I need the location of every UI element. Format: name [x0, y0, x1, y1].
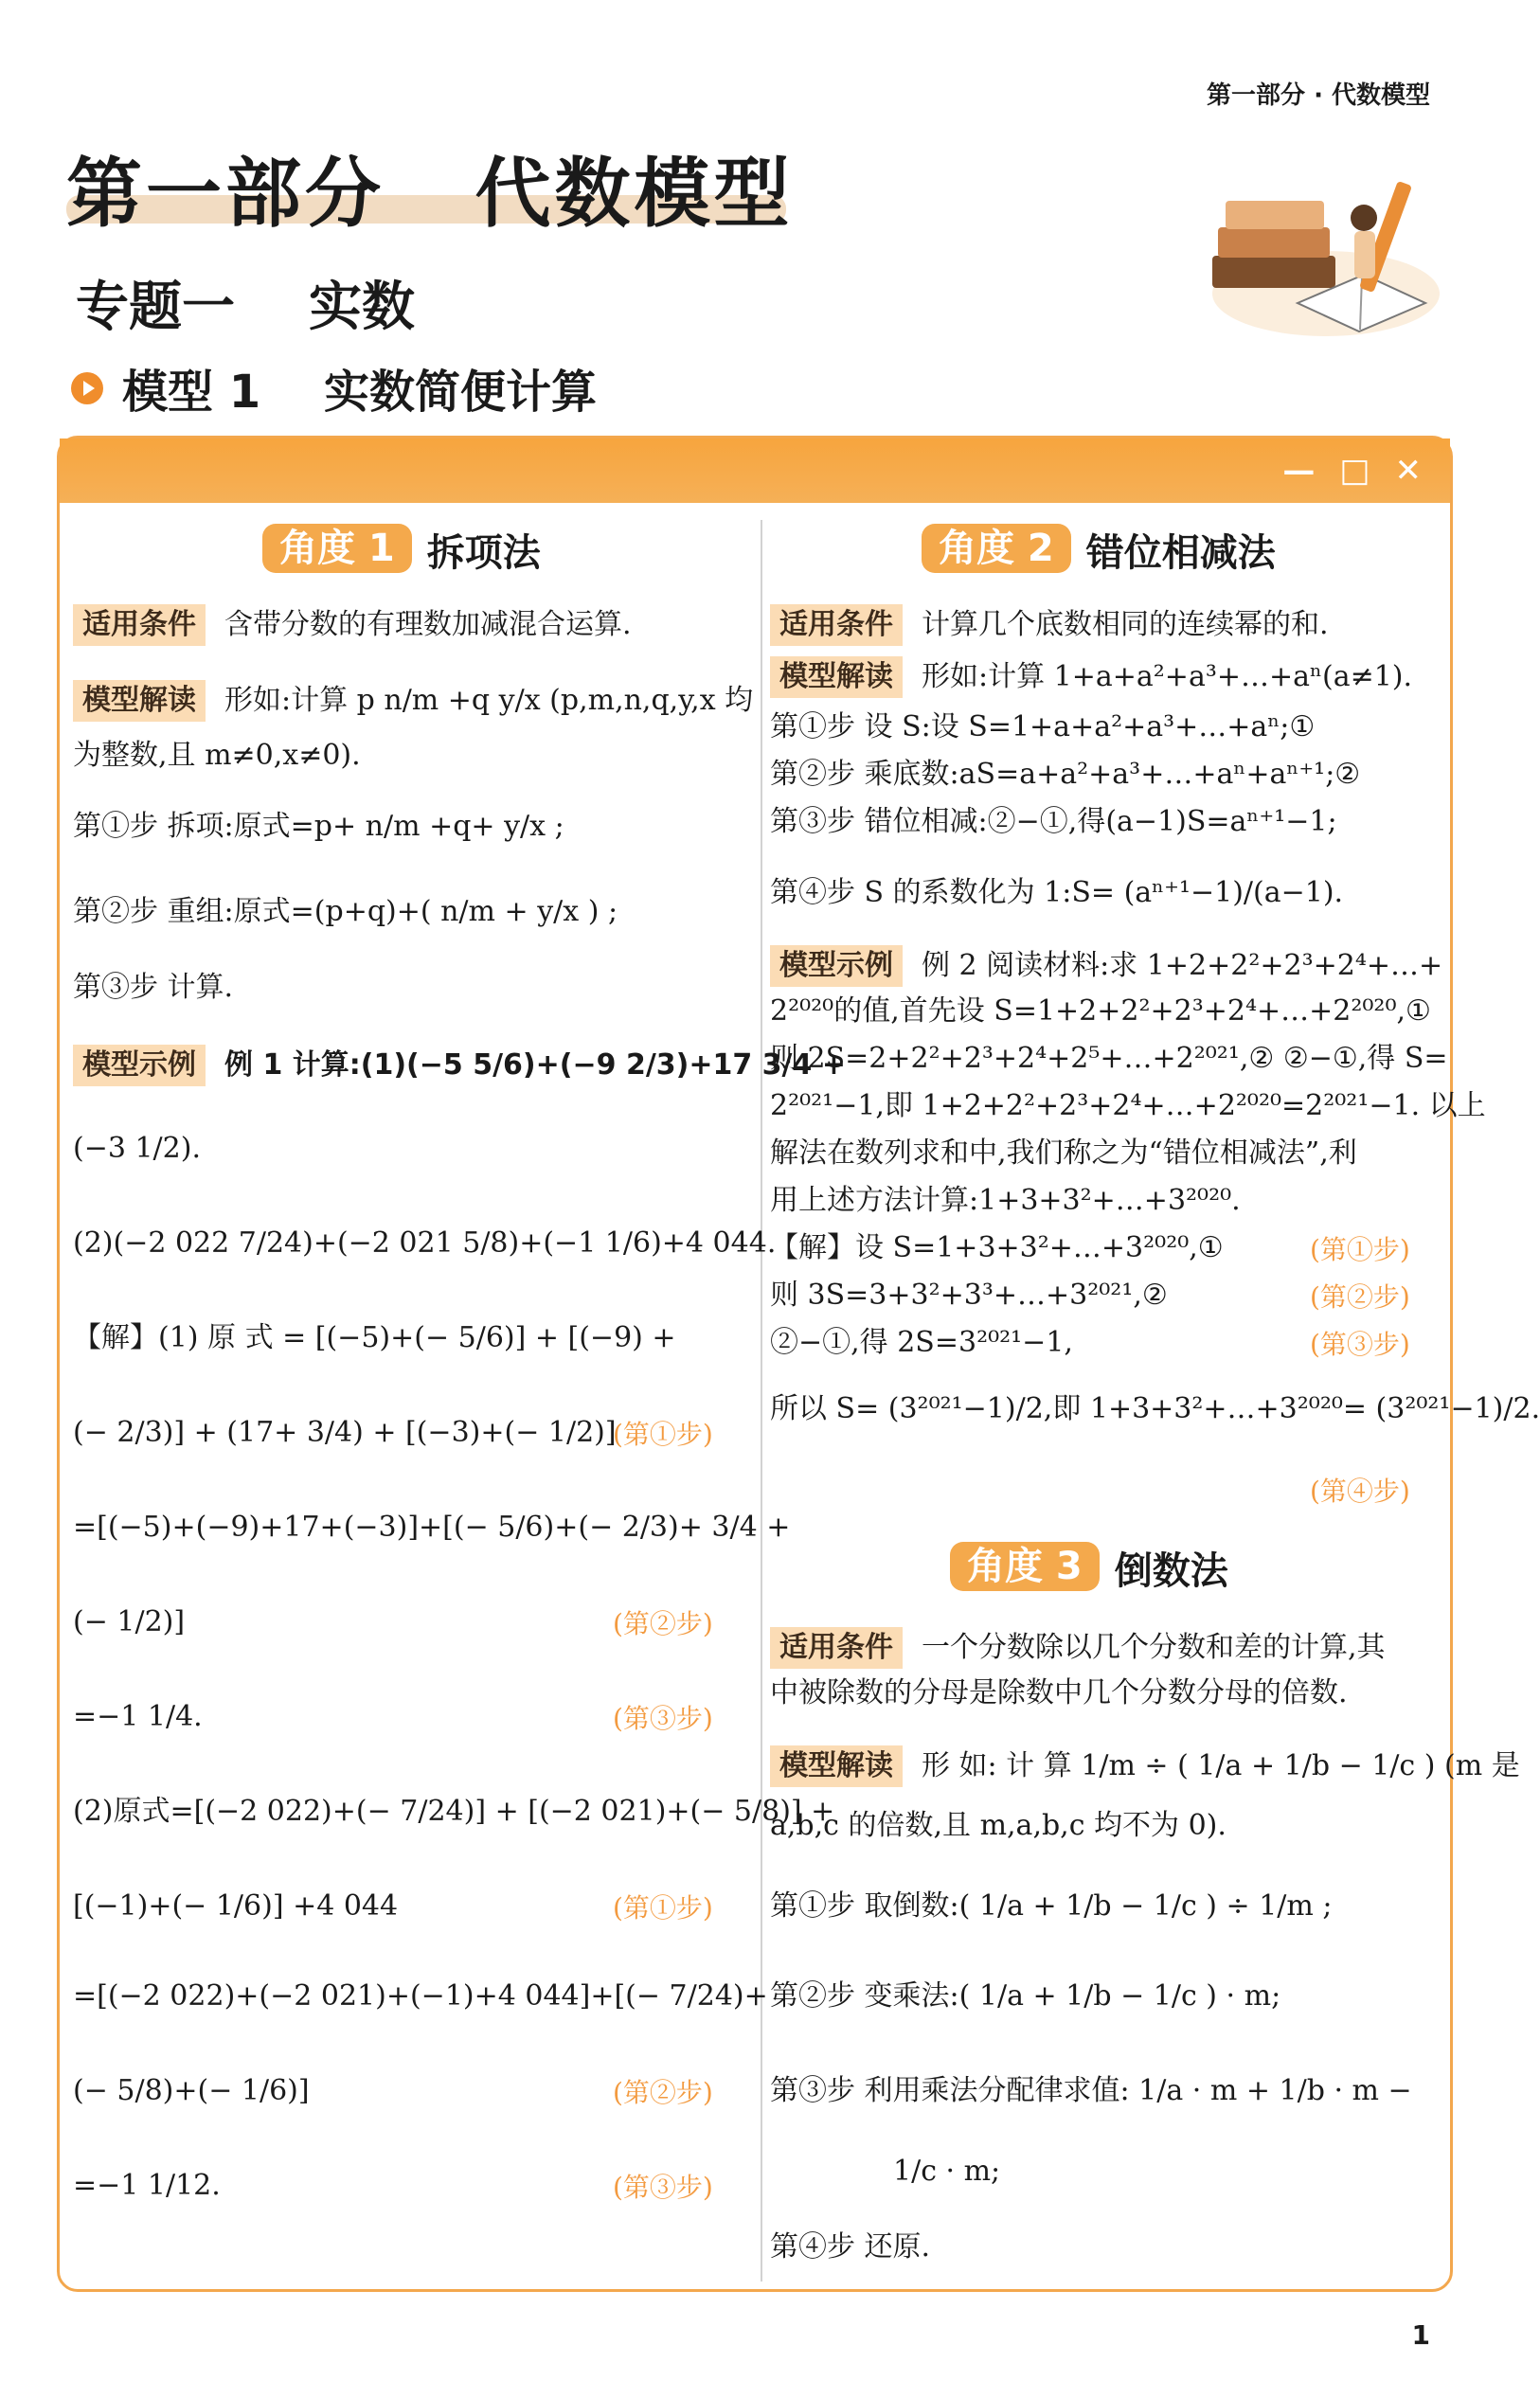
line-text: 例 2 阅读材料:求 1+2+2²+2³+2⁴+…+: [922, 949, 1443, 982]
text-line: [770, 945, 1442, 987]
angle-name: 错位相减法: [1085, 531, 1276, 575]
line-text: 形如:计算 p n/m +q y/x (p,m,n,q,y,x 均: [224, 684, 754, 717]
column-divider: [761, 520, 762, 2282]
play-arrow-icon: [71, 372, 103, 404]
text-line: 2²⁰²¹−1,即 1+2+2²+2³+2⁴+…+2²⁰²⁰=2²⁰²¹−1. 以上: [770, 1089, 1486, 1122]
text-line: =−1 1/12.: [73, 2169, 221, 2202]
step-note: (第②步): [613, 1608, 713, 1639]
section-tag: 模型示例: [73, 1045, 206, 1086]
text-line: [770, 656, 1412, 698]
line-text: 计算几个底数相同的连续幂的和.: [922, 608, 1329, 641]
section-tag: 适用条件: [73, 604, 206, 646]
angle-badge: 角度 1: [262, 524, 412, 573]
window-titlebar: [60, 438, 1450, 503]
text-line: 为整数,且 m≠0,x≠0).: [73, 739, 361, 772]
angle-3-heading: [950, 1542, 1228, 1591]
text-line: 【解】设 S=1+3+3²+…+3²⁰²⁰,①: [770, 1231, 1224, 1264]
text-line: 则 2S=2+2²+2³+2⁴+2⁵+…+2²⁰²¹,② ②−①,得 S=: [770, 1042, 1448, 1075]
angle-1-heading: [262, 524, 541, 573]
text-line: [73, 604, 632, 646]
section-tag: 适用条件: [770, 604, 903, 646]
text-line: 第①步 取倒数:( 1/a + 1/b − 1/c ) ÷ 1/m ;: [770, 1889, 1333, 1923]
running-head: 第一部分 · 代数模型: [1207, 81, 1430, 110]
text-line: ②−①,得 2S=3²⁰²¹−1,: [770, 1326, 1073, 1359]
line-text: 形如:计算 1+a+a²+a³+…+aⁿ(a≠1).: [922, 660, 1413, 693]
text-line: a,b,c 的倍数,且 m,a,b,c 均不为 0).: [770, 1809, 1227, 1842]
step-note: (第③步): [613, 1703, 713, 1734]
line-text: 例 1 计算:(1)(−5 5/6)+(−9 2/3)+17 3/4 +: [224, 1048, 846, 1082]
text-line: 第④步 S 的系数化为 1:S= (aⁿ⁺¹−1)/(a−1).: [770, 876, 1344, 909]
step-note: (第④步): [1310, 1476, 1410, 1507]
text-line: [73, 680, 753, 722]
step-note: (第①步): [613, 1892, 713, 1924]
text-line: 解法在数列求和中,我们称之为“错位相减法”,利: [770, 1136, 1357, 1170]
text-line: (− 2/3)] + (17+ 3/4) + [(−3)+(− 1/2)]: [73, 1416, 617, 1449]
text-line: [770, 1627, 1386, 1669]
text-line: 2²⁰²⁰的值,首先设 S=1+2+2²+2³+2⁴+…+2²⁰²⁰,①: [770, 994, 1431, 1028]
text-line: 第③步 计算.: [73, 971, 234, 1004]
text-line: 第①步 设 S:设 S=1+a+a²+a³+…+aⁿ;①: [770, 710, 1316, 743]
text-line: =−1 1/4.: [73, 1700, 203, 1733]
text-line: 第③步 利用乘法分配律求值: 1/a · m + 1/b · m −: [770, 2074, 1412, 2107]
content-window: [57, 436, 1540, 2292]
text-line: (− 5/8)+(− 1/6)]: [73, 2074, 310, 2107]
topic-title: 专题一 实数: [76, 277, 415, 338]
text-line: 1/c · m;: [893, 2155, 1001, 2188]
text-line: (− 1/2)]: [73, 1605, 186, 1638]
text-line: (−3 1/2).: [73, 1132, 201, 1165]
close-icon[interactable]: ✕: [1394, 452, 1422, 490]
text-line: 【解】(1) 原 式 = [(−5)+(− 5/6)] + [(−9) +: [73, 1321, 676, 1354]
angle-badge: 角度 3: [950, 1542, 1100, 1591]
text-line: 第③步 错位相减:②−①,得(a−1)S=aⁿ⁺¹−1;: [770, 805, 1337, 838]
step-note: (第③步): [613, 2172, 713, 2203]
angle-name: 拆项法: [426, 531, 541, 575]
model-title: 模型 1 实数简便计算: [122, 366, 597, 419]
text-line: =[(−2 022)+(−2 021)+(−1)+4 044]+[(− 7/24)+: [73, 1979, 768, 2013]
text-line: (2)(−2 022 7/24)+(−2 021 5/8)+(−1 1/6)+4 044.: [73, 1226, 777, 1260]
line-text: 形 如: 计 算 1/m ÷ ( 1/a + 1/b − 1/c ) (m 是: [922, 1749, 1520, 1782]
text-line: 用上述方法计算:1+3+3²+…+3²⁰²⁰.: [770, 1184, 1241, 1217]
step-note: (第②步): [613, 2077, 713, 2108]
text-line: 中被除数的分母是除数中几个分数分母的倍数.: [770, 1676, 1348, 1709]
text-line: 则 3S=3+3²+3³+…+3²⁰²¹,②: [770, 1279, 1168, 1312]
part-title-block: [66, 133, 794, 242]
maximize-icon[interactable]: □: [1339, 452, 1370, 490]
page-number: 1: [1411, 2319, 1430, 2351]
angle-2-heading: [922, 524, 1276, 573]
text-line: [(−1)+(− 1/6)] +4 044: [73, 1889, 399, 1923]
step-note: (第③步): [1310, 1329, 1410, 1360]
text-line: 所以 S= (3²⁰²¹−1)/2,即 1+3+3²+…+3²⁰²⁰= (3²⁰²¹−1)/2.: [770, 1392, 1540, 1425]
text-line: 第②步 乘底数:aS=a+a²+a³+…+aⁿ+aⁿ⁺¹;②: [770, 758, 1361, 791]
text-line: =[(−5)+(−9)+17+(−3)]+[(− 5/6)+(− 2/3)+ 3/4 +: [73, 1511, 791, 1544]
section-tag: 模型解读: [770, 656, 903, 698]
section-tag: 模型解读: [770, 1745, 903, 1787]
text-line: [770, 604, 1329, 646]
line-text: 一个分数除以几个分数和差的计算,其: [922, 1631, 1386, 1664]
step-note: (第①步): [613, 1419, 713, 1450]
step-note: (第①步): [1310, 1234, 1410, 1265]
line-text: 含带分数的有理数加减混合运算.: [224, 608, 632, 641]
text-line: [73, 1045, 846, 1086]
model-heading: [71, 355, 597, 421]
text-line: [770, 1745, 1520, 1787]
step-note: (第②步): [1310, 1281, 1410, 1313]
books-and-pencil-illustration: [1184, 161, 1440, 341]
minimize-icon[interactable]: —: [1282, 452, 1316, 490]
section-tag: 适用条件: [770, 1627, 903, 1669]
angle-badge: 角度 2: [922, 524, 1071, 573]
text-line: 第②步 变乘法:( 1/a + 1/b − 1/c ) · m;: [770, 1979, 1281, 2013]
part-title: 第一部分 代数模型: [66, 150, 794, 238]
text-line: 第①步 拆项:原式=p+ n/m +q+ y/x ;: [73, 810, 564, 843]
angle-name: 倒数法: [1114, 1549, 1228, 1593]
section-tag: 模型示例: [770, 945, 903, 987]
section-tag: 模型解读: [73, 680, 206, 722]
text-line: (2)原式=[(−2 022)+(− 7/24)] + [(−2 021)+(− 5/8)] +: [73, 1795, 835, 1828]
text-line: 第④步 还原.: [770, 2230, 931, 2264]
text-line: 第②步 重组:原式=(p+q)+( n/m + y/x ) ;: [73, 895, 618, 928]
